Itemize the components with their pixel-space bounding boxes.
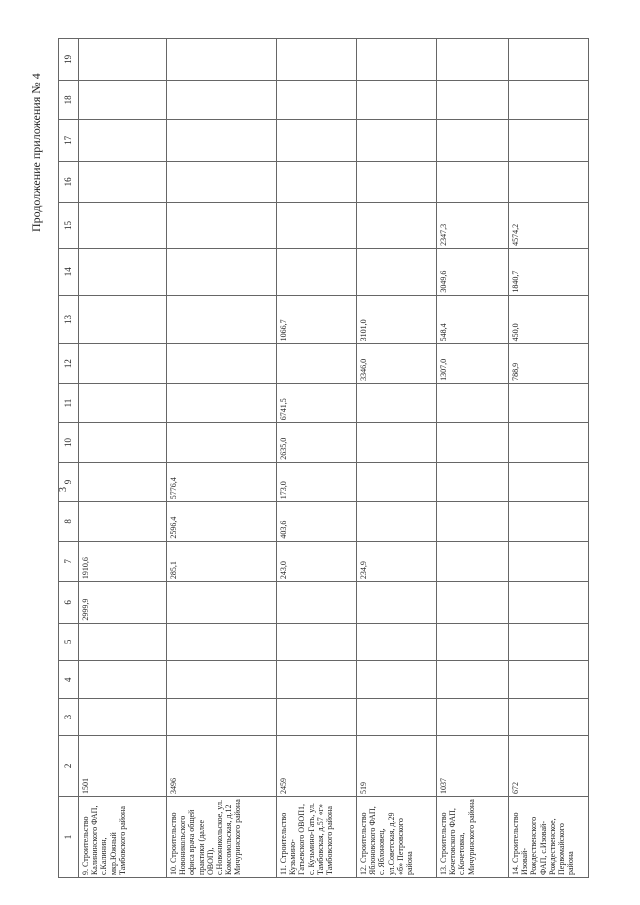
table-row xyxy=(437,39,509,878)
table-cell: 243,0 xyxy=(277,541,357,581)
table-cell: 1037 xyxy=(437,735,509,796)
table-cell: 450,0 xyxy=(509,295,589,344)
table-cell: 1910,6 xyxy=(79,541,167,581)
table-cell xyxy=(357,699,437,735)
table-cell xyxy=(509,423,589,462)
table-cell: 403,6 xyxy=(277,502,357,541)
table-cell xyxy=(277,344,357,383)
table-cell xyxy=(509,661,589,699)
column-header: 1 xyxy=(59,797,79,878)
table-cell xyxy=(357,39,437,81)
table-cell: 548,4 xyxy=(437,295,509,344)
table-cell xyxy=(437,541,509,581)
table-cell xyxy=(79,383,167,422)
table-cell xyxy=(79,248,167,295)
table-cell xyxy=(167,383,277,422)
table-cell xyxy=(437,161,509,203)
table-cell xyxy=(79,699,167,735)
table-container xyxy=(58,38,588,878)
table-cell xyxy=(277,161,357,203)
table-row xyxy=(167,39,277,878)
table-cell: 672 xyxy=(509,735,589,796)
table-cell xyxy=(167,423,277,462)
table-cell xyxy=(277,623,357,660)
table-cell xyxy=(167,699,277,735)
table-cell xyxy=(167,295,277,344)
table-cell xyxy=(277,248,357,295)
table-cell xyxy=(357,120,437,162)
table-cell: 2596,4 xyxy=(167,502,277,541)
column-header: 3 xyxy=(59,699,79,735)
table-cell xyxy=(277,582,357,624)
table-row xyxy=(277,39,357,878)
table-cell xyxy=(509,502,589,541)
table-cell: 5776,4 xyxy=(167,462,277,501)
table-cell xyxy=(277,203,357,249)
table-cell: 285,1 xyxy=(167,541,277,581)
object-name-cell: 11. Строительство Кузьмино-Гатьевского ОВОП1, с. Кузьмино-Гать, ул. Тамбовская, д.57 «г» Тамбовского района xyxy=(277,797,357,878)
table-cell xyxy=(167,161,277,203)
table-cell xyxy=(509,383,589,422)
table-cell xyxy=(277,661,357,699)
table-cell xyxy=(509,39,589,81)
table-cell xyxy=(277,80,357,119)
column-header: 2 xyxy=(59,735,79,796)
table-cell xyxy=(357,623,437,660)
table-cell xyxy=(167,248,277,295)
table-cell xyxy=(357,248,437,295)
table-cell xyxy=(167,623,277,660)
table-cell xyxy=(357,502,437,541)
table-cell: 2635,0 xyxy=(277,423,357,462)
table-cell: 1066,7 xyxy=(277,295,357,344)
table-cell xyxy=(167,80,277,119)
table-cell xyxy=(167,344,277,383)
table-cell xyxy=(79,120,167,162)
column-header: 4 xyxy=(59,661,79,699)
column-header: 9 xyxy=(59,462,79,501)
table-cell xyxy=(509,161,589,203)
table-cell: 3346,0 xyxy=(357,344,437,383)
table-cell: 1840,7 xyxy=(509,248,589,295)
table-row xyxy=(509,39,589,878)
table-cell xyxy=(277,699,357,735)
table-cell xyxy=(357,203,437,249)
table-cell: 4574,2 xyxy=(509,203,589,249)
table-cell xyxy=(509,80,589,119)
table-cell xyxy=(437,383,509,422)
table-cell xyxy=(437,39,509,81)
table-cell xyxy=(437,699,509,735)
table-cell: 2999,9 xyxy=(79,582,167,624)
object-name-cell: 12. Строительство Яблоновского ФАП, с. Яблоновец, ул.Советская, д.29 «б» Петровского района xyxy=(357,797,437,878)
table-cell xyxy=(437,462,509,501)
object-name-cell: 14. Строительство Изовай-Рождественского ФАП, с.Изовай-Рождественское, Первомайского района xyxy=(509,797,589,878)
table-cell: 788,9 xyxy=(509,344,589,383)
page-number: 3 xyxy=(58,487,69,492)
table-cell: 3496 xyxy=(167,735,277,796)
table-cell xyxy=(79,295,167,344)
table-cell xyxy=(509,582,589,624)
table-cell xyxy=(437,120,509,162)
table-cell xyxy=(509,462,589,501)
table-cell xyxy=(167,39,277,81)
table-cell: 519 xyxy=(357,735,437,796)
table-cell xyxy=(357,80,437,119)
table-cell xyxy=(357,462,437,501)
column-header: 13 xyxy=(59,295,79,344)
table-cell: 3049,6 xyxy=(437,248,509,295)
table-cell xyxy=(79,80,167,119)
table-cell xyxy=(437,423,509,462)
table-cell xyxy=(357,661,437,699)
column-header: 7 xyxy=(59,541,79,581)
column-header: 6 xyxy=(59,582,79,624)
table-cell: 2459 xyxy=(277,735,357,796)
object-name-cell: 10. Строительство Новоникольского офиса врача общей практики (далее ОВОП), с.Новоникольское, ул. Комсомольская, д.12 Мичуринского района xyxy=(167,797,277,878)
table-cell xyxy=(357,423,437,462)
table-cell: 1501 xyxy=(79,735,167,796)
column-header: 11 xyxy=(59,383,79,422)
table-cell xyxy=(79,623,167,660)
table-cell xyxy=(357,383,437,422)
table-cell xyxy=(167,120,277,162)
header-row xyxy=(59,39,79,878)
table-cell xyxy=(79,161,167,203)
table-cell xyxy=(79,203,167,249)
table-cell: 173,0 xyxy=(277,462,357,501)
table-cell xyxy=(437,80,509,119)
table-cell xyxy=(277,120,357,162)
table-cell xyxy=(277,39,357,81)
table-cell xyxy=(437,623,509,660)
table-cell: 2347,3 xyxy=(437,203,509,249)
table-row xyxy=(357,39,437,878)
table-cell xyxy=(79,661,167,699)
appendix-continuation-note: Продолжение приложения № 4 xyxy=(29,73,43,232)
table-cell xyxy=(79,423,167,462)
table-cell xyxy=(437,661,509,699)
table-cell xyxy=(167,582,277,624)
table-cell xyxy=(509,541,589,581)
table-cell xyxy=(167,203,277,249)
column-header: 10 xyxy=(59,423,79,462)
table-cell xyxy=(79,39,167,81)
table-cell xyxy=(509,120,589,162)
column-header: 18 xyxy=(59,80,79,119)
table-cell xyxy=(357,582,437,624)
table-cell xyxy=(437,582,509,624)
table-cell xyxy=(509,699,589,735)
table-cell xyxy=(79,502,167,541)
table-cell xyxy=(79,462,167,501)
column-header: 14 xyxy=(59,248,79,295)
table-cell xyxy=(79,344,167,383)
column-header: 5 xyxy=(59,623,79,660)
table-row xyxy=(79,39,167,878)
table-cell xyxy=(167,661,277,699)
column-header: 16 xyxy=(59,161,79,203)
column-header: 19 xyxy=(59,39,79,81)
table-cell xyxy=(437,502,509,541)
table-cell: 6741,5 xyxy=(277,383,357,422)
column-header: 12 xyxy=(59,344,79,383)
investment-table xyxy=(58,38,589,878)
table-cell: 1307,0 xyxy=(437,344,509,383)
table-cell xyxy=(357,161,437,203)
table-cell xyxy=(509,623,589,660)
column-header: 8 xyxy=(59,502,79,541)
table-cell: 234,9 xyxy=(357,541,437,581)
object-name-cell: 9. Строительство Калининского ФАП, с.Калинин, мкр.Южный Тамбовского района xyxy=(79,797,167,878)
table-cell: 3101,0 xyxy=(357,295,437,344)
column-header: 15 xyxy=(59,203,79,249)
object-name-cell: 13. Строительство Кочетовского ФАП, с.Кочетовка, Мичуринского района xyxy=(437,797,509,878)
column-header: 17 xyxy=(59,120,79,162)
